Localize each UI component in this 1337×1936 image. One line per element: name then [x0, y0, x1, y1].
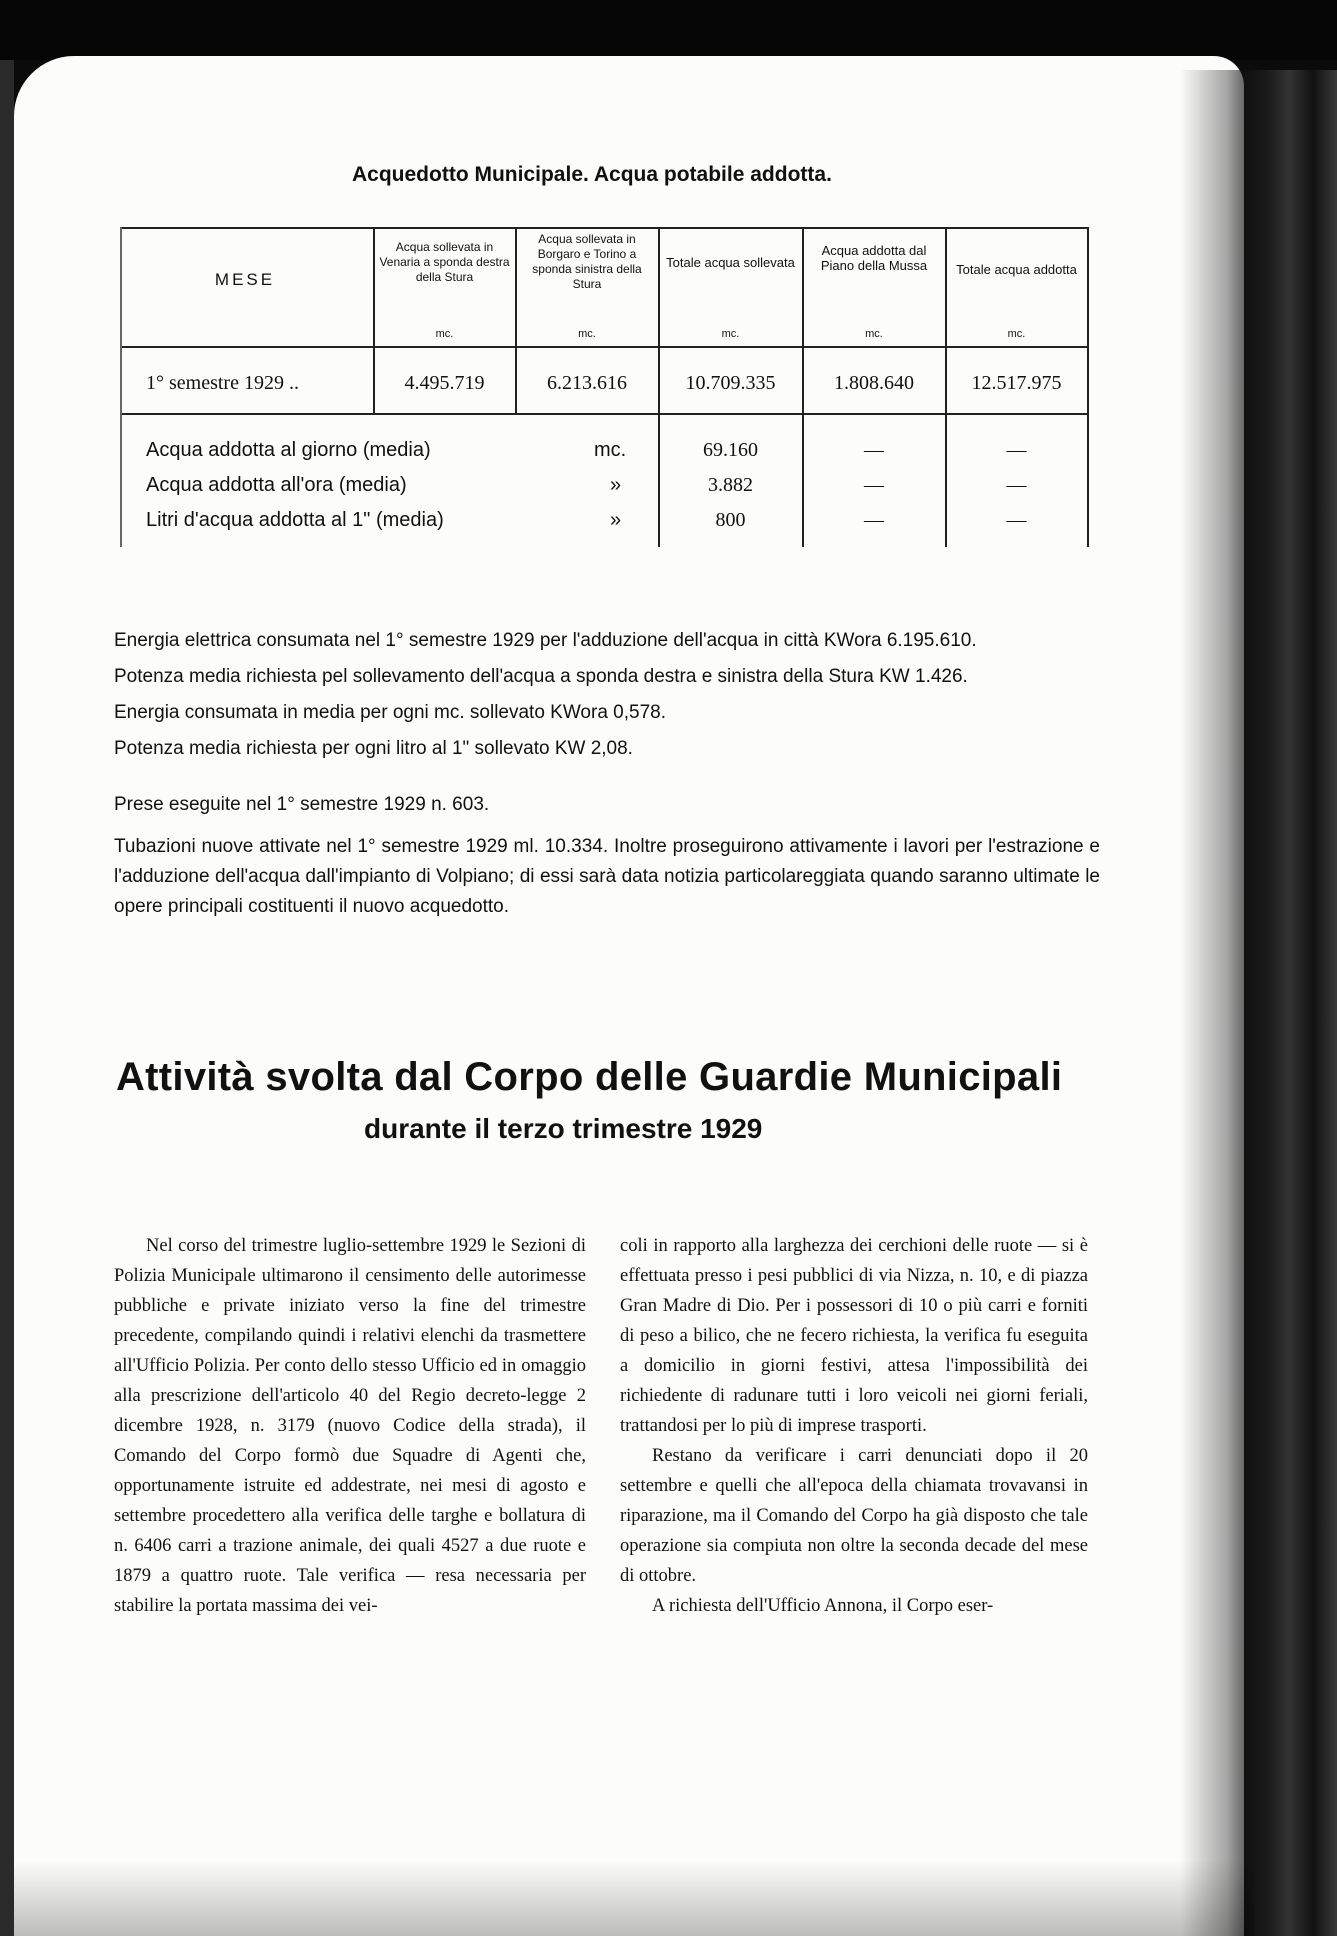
stat-label: Acqua addotta all'ora (media)	[146, 474, 407, 496]
table-top-rule	[120, 227, 1087, 229]
unit-label: mc.	[721, 328, 740, 340]
row-value: 6.213.616	[547, 372, 627, 394]
note-tubazioni: Tubazioni nuove attivate nel 1° semestre 1929 ml. 10.334. Inoltre proseguirono attivamente i lavori per l'estrazione e l'adduzione dell'acqua dall'impianto di Volpiano; di essi sarà data notizia particolareggiata quando saranno ultimate le opere principali costituenti il nuovo acquedotto.	[114, 836, 1100, 917]
table-left-rule	[120, 227, 122, 547]
row-value: 10.709.335	[685, 372, 776, 394]
stat-label: Litri d'acqua addotta al 1" (media)	[146, 509, 444, 531]
header-borgaro: Acqua sollevata in Borgaro e Torino a sponda sinistra della Stura	[532, 232, 642, 291]
unit-label: mc.	[1007, 328, 1026, 340]
section-heading: Attività svolta dal Corpo delle Guardie Municipali	[116, 1055, 1063, 1099]
note-prese: Prese eseguite nel 1° semestre 1929 n. 603.	[114, 794, 490, 815]
column-left-paragraph: Nel corso del trimestre luglio-settembre 1929 le Sezioni di Polizia Municipale ultimarono il censimento delle autorimesse pubbliche e private iniziato verso la fine del trimestre precedente, compilando quindi i relativi elenchi da trasmettere all'Ufficio Polizia. Per conto dello stesso Ufficio ed in omaggio alla prescrizione dell'articolo 40 del Regio decreto-legge 2 dicembre 1928, n. 3179 (nuovo Codice della strada), il Comando del Corpo formò due Squadre di Agenti che, opportunamente istruite ed addestrate, nei mesi di agosto e settembre procedettero alla verifica delle targhe e bollatura di n. 6406 carri a trazione animale, dei quali 4527 a due ruote e 1879 a quattro ruote. Tale verifica — resa necessaria per stabilire la portata massima dei vei-	[114, 1236, 586, 1616]
scan-binding-shadow	[1180, 70, 1337, 1936]
unit-label: mc.	[435, 328, 454, 340]
stat-dash: —	[1006, 439, 1027, 461]
stat-unit: mc.	[594, 439, 627, 461]
row-value: 12.517.975	[971, 372, 1062, 394]
header-venaria: Acqua sollevata in Venaria a sponda destra della Stura	[379, 240, 510, 284]
header-piano-mussa: Acqua addotta dal Piano della Mussa	[820, 243, 928, 273]
unit-label: mc.	[865, 328, 883, 340]
document-title: Acquedotto Municipale. Acqua potabile addotta.	[352, 163, 832, 186]
table-col-rule	[945, 227, 947, 547]
table-header-rule	[120, 346, 1087, 348]
header-totale-addotta: Totale acqua addotta	[956, 262, 1077, 277]
row-label: 1° semestre 1929 ..	[146, 372, 299, 394]
row-value: 4.495.719	[404, 372, 485, 394]
unit-label: mc.	[578, 328, 596, 340]
stat-dash: —	[864, 439, 884, 461]
column-left	[114, 1231, 586, 1621]
row-value: 1.808.640	[834, 372, 914, 394]
section-subheading: durante il terzo trimestre 1929	[364, 1113, 763, 1144]
stat-label: Acqua addotta al giorno (media)	[146, 439, 431, 461]
column-right-paragraph: Restano da verificare i carri denunciati dopo il 20 settembre e quelli che all'epoca della chiamata trovavansi in riparazione, ma il Comando del Corpo ha già disposto che tale operazione sia compiuta non oltre la seconda decade del mese di ottobre.	[620, 1446, 1088, 1586]
stat-dash: —	[1006, 474, 1027, 496]
column-right	[620, 1231, 1088, 1621]
stat-unit: »	[610, 509, 622, 531]
stat-value: 3.882	[708, 474, 753, 496]
stat-dash: —	[864, 509, 884, 531]
scan-bottom-shade	[14, 1860, 1254, 1936]
scan-left-border	[0, 60, 14, 1936]
table-col-rule	[373, 227, 375, 413]
stat-dash: —	[1006, 509, 1027, 531]
table-row-rule	[120, 413, 1087, 415]
stat-value: 69.160	[703, 439, 758, 461]
table-right-rule	[1087, 227, 1089, 547]
table-col-rule	[658, 227, 660, 547]
column-right-paragraph: coli in rapporto alla larghezza dei cerchioni delle ruote — si è effettuata presso i pesi pubblici di via Nizza, n. 10, e di piazza Gran Madre di Dio. Per i possessori di 10 o più carri e forniti di peso a bilico, che ne fecero richiesta, la verifica fu eseguita a domicilio in giorni festivi, attesa l'impossibilità dei richiedente di radunare tutti i loro veicoli nei giorni feriali, trattandosi per lo più di imprese trasporti.	[620, 1236, 1088, 1436]
stat-value: 800	[715, 509, 746, 531]
table-col-rule	[802, 227, 804, 547]
header-mese: MESE	[214, 270, 276, 289]
note-power-avg: Potenza media richiesta per ogni litro al 1" sollevato KW 2,08.	[114, 738, 633, 759]
scan-top-border	[0, 0, 1337, 60]
column-right-paragraph: A richiesta dell'Ufficio Annona, il Corpo eser-	[652, 1596, 994, 1616]
table-col-rule	[515, 227, 517, 413]
note-energy: Energia elettrica consumata nel 1° semestre 1929 per l'adduzione dell'acqua in città KWora 6.195.610.	[114, 630, 977, 651]
header-totale-sollevata: Totale acqua sollevata	[666, 255, 795, 270]
note-power: Potenza media richiesta pel sollevamento dell'acqua a sponda destra e sinistra della Stura KW 1.426.	[114, 666, 968, 687]
stat-dash: —	[864, 474, 884, 496]
stat-unit: »	[610, 474, 622, 496]
note-energy-avg: Energia consumata in media per ogni mc. sollevato KWora 0,578.	[114, 702, 667, 723]
